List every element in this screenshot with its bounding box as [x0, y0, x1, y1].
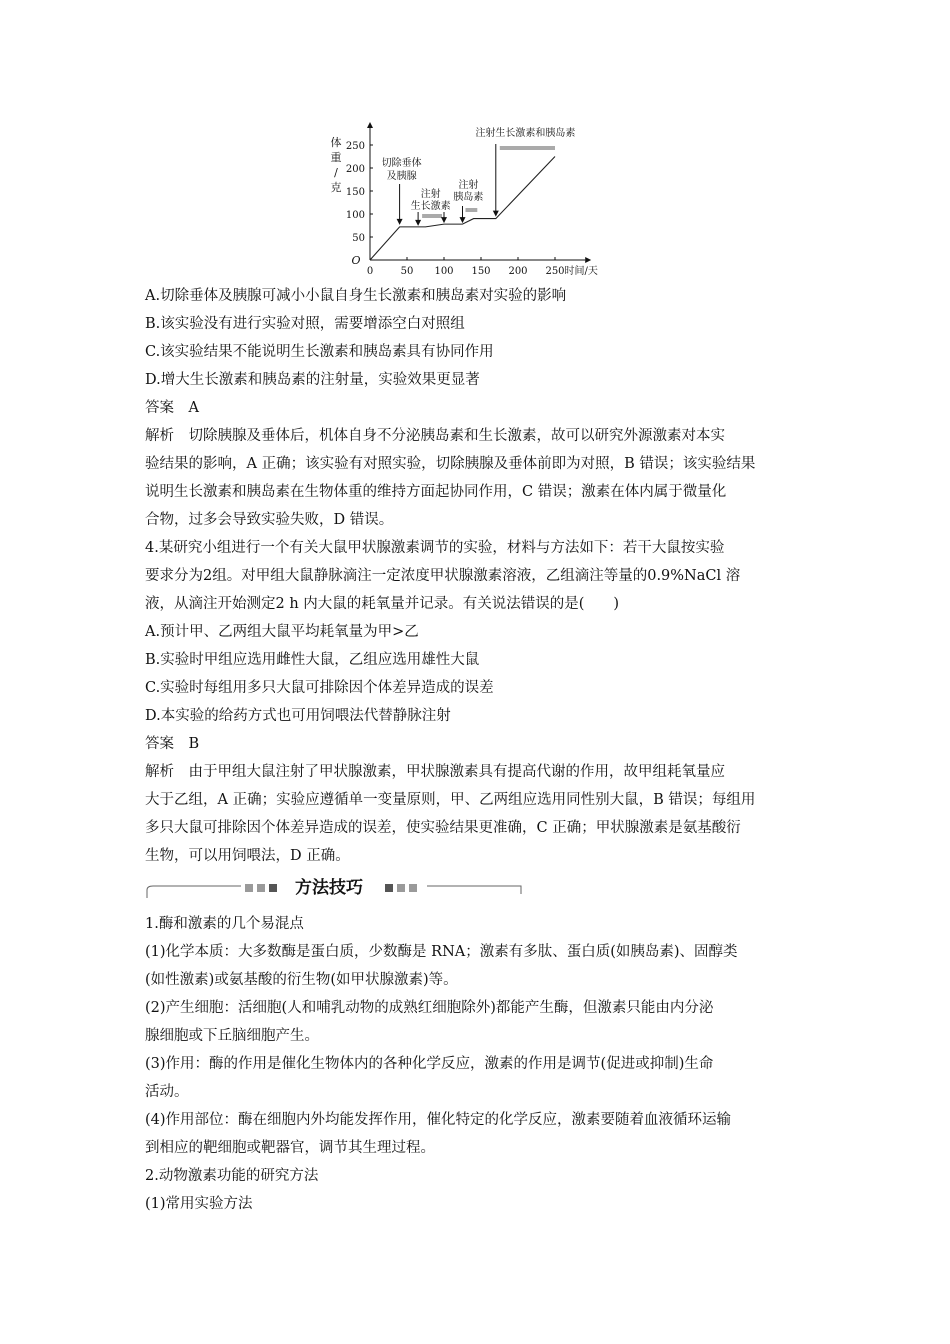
q3-analysis-line: 验结果的影响，A 正确；该实验有对照实验，切除胰腺及垂体前即为对照，B 错误；该实验结果: [145, 456, 756, 472]
y-axis-label: 克: [330, 181, 342, 194]
q4-analysis-line: 解析 由于甲组大鼠注射了甲状腺激素，甲状腺激素具有提高代谢的作用，故甲组耗氧量应: [145, 764, 725, 780]
method-line: 1.酶和激素的几个易混点: [145, 916, 304, 932]
q4-analysis-line: 大于乙组，A 正确；实验应遵循单一变量原则，甲、乙两组应选用同性别大鼠，B 错误；每组用: [145, 792, 756, 808]
q4-option-c: C.实验时每组用多只大鼠可排除因个体差异造成的误差: [145, 680, 494, 696]
annotation-cut-label: 及胰腺: [386, 171, 417, 182]
x-axis-arrow-icon: [585, 257, 591, 263]
x-tick-label: 250: [545, 266, 565, 277]
y-axis-label: 体: [330, 136, 342, 149]
method-line: (1)化学本质：大多数酶是蛋白质，少数酶是 RNA；激素有多肽、蛋白质(如胰岛素)、固醇类: [145, 944, 738, 960]
q4-stem-line: 液，从滴注开始测定2 h 内大鼠的耗氧量并记录。有关说法错误的是( ): [145, 596, 620, 612]
annotation-gh-label: 生长激素: [410, 201, 451, 212]
arrow-down-icon: [397, 219, 403, 225]
method-line: (4)作用部位：酶在细胞内外均能发挥作用，催化特定的化学反应，激素要随着血液循环运输: [145, 1112, 732, 1128]
method-line: (1)常用实验方法: [145, 1196, 253, 1212]
method-line: 到相应的靶细胞或靶器官，调节其生理过程。: [145, 1140, 435, 1156]
x-tick-label: 0: [366, 266, 374, 277]
q3-option-c: C.该实验结果不能说明生长激素和胰岛素具有协同作用: [145, 344, 494, 360]
annotation-both-bar: [500, 146, 555, 150]
annotation-gh-bar: [422, 214, 442, 218]
annotation-ins-label: 注射: [458, 180, 479, 191]
q3-analysis-line: 说明生长激素和胰岛素在生物体重的维持方面起协同作用，C 错误；激素在体内属于微量化: [145, 484, 727, 500]
origin-label: O: [351, 254, 361, 267]
heading-square-icon: [385, 884, 393, 892]
y-tick-label: 150: [345, 187, 365, 198]
heading-square-icon: [409, 884, 417, 892]
chart-annotations: [382, 126, 576, 226]
annotation-cut-label: 切除垂体: [381, 158, 422, 169]
q3-analysis-line: 合物，过多会导致实验失败，D 错误。: [145, 512, 394, 528]
method-heading-title: 方法技巧: [295, 878, 363, 898]
arrow-down-icon: [415, 220, 421, 226]
method-line: (3)作用：酶的作用是催化生物体内的各种化学反应，激素的作用是调节(促进或抑制)生命: [145, 1056, 714, 1072]
method-line: 2.动物激素功能的研究方法: [145, 1168, 319, 1184]
y-tick-label: 100: [345, 210, 365, 221]
q3-answer: 答案 A: [145, 400, 199, 416]
y-tick-label: 250: [345, 141, 365, 152]
annotation-both-label: 注射生长激素和胰岛素: [475, 128, 576, 139]
q4-option-d: D.本实验的给药方式也可用饲喂法代替静脉注射: [145, 708, 451, 724]
method-line: (如性激素)或氨基酸的衍生物(如甲状腺激素)等。: [145, 972, 458, 988]
heading-square-icon: [269, 884, 277, 892]
chart-ticks: [346, 141, 565, 277]
q3-option-d: D.增大生长激素和胰岛素的注射量，实验效果更显著: [145, 372, 480, 388]
x-tick-label: 50: [400, 266, 414, 277]
q4-stem-line: 4.某研究小组进行一个有关大鼠甲状腺激素调节的实验，材料与方法如下：若干大鼠按实验: [145, 540, 725, 556]
x-tick-label: 100: [434, 266, 454, 277]
method-line: 腺细胞或下丘脑细胞产生。: [145, 1028, 319, 1044]
q4-option-a: A.预计甲、乙两组大鼠平均耗氧量为甲>乙: [145, 624, 419, 640]
heading-square-icon: [245, 884, 253, 892]
q4-analysis-line: 多只大鼠可排除因个体差异造成的误差，使实验结果更准确，C 正确；甲状腺激素是氨基酸衍: [145, 820, 741, 836]
method-line: 活动。: [145, 1084, 189, 1100]
x-tick-label: 150: [471, 266, 491, 277]
arrow-down-icon: [460, 217, 466, 223]
q4-answer: 答案 B: [145, 736, 200, 752]
y-axis-arrow-icon: [367, 122, 373, 128]
q4-option-b: B.实验时甲组应选用雌性大鼠，乙组应选用雄性大鼠: [145, 652, 480, 668]
annotation-ins-bar: [466, 208, 478, 212]
q4-analysis-line: 生物，可以用饲喂法，D 正确。: [145, 848, 350, 864]
x-axis-label: 时间/天: [564, 266, 598, 277]
annotation-gh-label: 注射: [420, 189, 441, 200]
q3-option-b: B.该实验没有进行实验对照，需要增添空白对照组: [145, 316, 465, 332]
q3-option-a: A.切除垂体及胰腺可减小小鼠自身生长激素和胰岛素对实验的影响: [145, 288, 567, 304]
method-line: (2)产生细胞：活细胞(人和哺乳动物的成熟红细胞除外)都能产生酶，但激素只能由内分泌: [145, 1000, 714, 1016]
y-tick-label: 200: [345, 164, 365, 175]
y-axis-label: /: [334, 166, 338, 179]
heading-square-icon: [257, 884, 265, 892]
q4-stem-line: 要求分为2组。对甲组大鼠静脉滴注一定浓度甲状腺激素溶液，乙组滴注等量的0.9%NaCl 溶: [145, 568, 741, 584]
body-weight-chart: [320, 120, 640, 285]
arrow-down-icon: [441, 217, 447, 223]
method-heading: [145, 876, 525, 906]
heading-square-icon: [397, 884, 405, 892]
y-axis-label: 重: [330, 151, 342, 164]
q3-analysis-line: 解析 切除胰腺及垂体后，机体自身不分泌胰岛素和生长激素，故可以研究外源激素对本实: [145, 428, 725, 444]
annotation-ins-label: 胰岛素: [453, 192, 484, 203]
y-tick-label: 50: [352, 233, 365, 244]
x-tick-label: 200: [508, 266, 528, 277]
